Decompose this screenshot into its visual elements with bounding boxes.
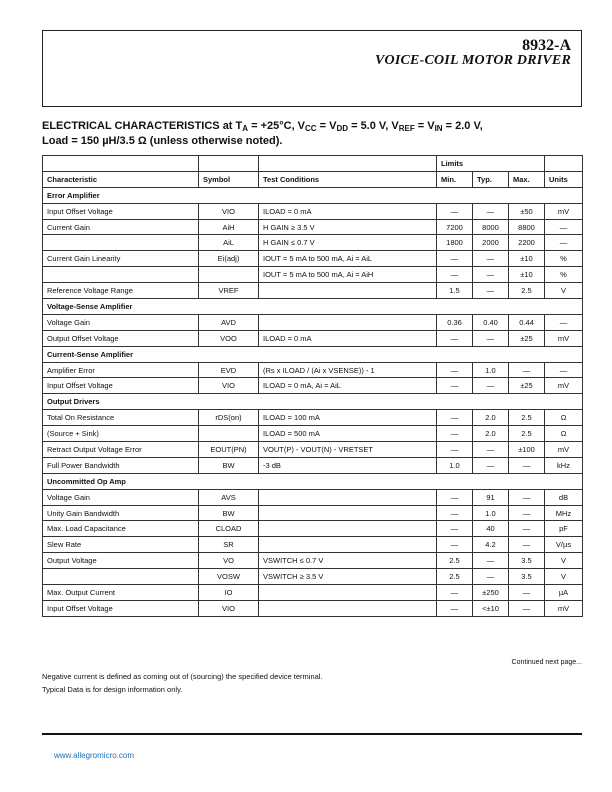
table-cell xyxy=(259,314,437,330)
table-cell: (Rs x ILOAD / (Ai x VSENSE)) - 1 xyxy=(259,362,437,378)
note-line: Negative current is defined as coming out of (sourcing) the specified device terminal. xyxy=(42,672,323,681)
table-row xyxy=(43,235,583,251)
table-row xyxy=(43,442,583,458)
table-cell: — xyxy=(437,537,473,553)
table-cell: 2.5 xyxy=(437,553,473,569)
table-cell: ILOAD = 0 mA, Ai = AiL xyxy=(259,378,437,394)
table-cell: Unity Gain Bandwidth xyxy=(43,505,199,521)
table-row xyxy=(43,378,583,394)
table-row xyxy=(43,585,583,601)
table-cell: 0.40 xyxy=(473,314,509,330)
table-row xyxy=(43,537,583,553)
table-cell: Input Offset Voltage xyxy=(43,600,199,616)
table-cell: AiH xyxy=(199,219,259,235)
group-row xyxy=(43,187,583,203)
table-cell: — xyxy=(473,251,509,267)
table-cell: ±250 xyxy=(473,585,509,601)
table-row xyxy=(43,505,583,521)
table-row xyxy=(43,330,583,346)
group-title: Uncommitted Op Amp xyxy=(43,473,583,489)
table-cell: 2.0 xyxy=(473,426,509,442)
table-cell: pF xyxy=(545,521,583,537)
table-row xyxy=(43,362,583,378)
table-cell: Output Offset Voltage xyxy=(43,330,199,346)
table-cell: V/µs xyxy=(545,537,583,553)
table-cell: IOUT = 5 mA to 500 mA, Ai = AiL xyxy=(259,251,437,267)
note-line: Typical Data is for design information only. xyxy=(42,685,183,694)
table-cell: V xyxy=(545,569,583,585)
table-cell: Reference Voltage Range xyxy=(43,283,199,299)
table-cell: 1.0 xyxy=(473,505,509,521)
electrical-characteristics-table xyxy=(42,155,583,617)
table-cell: Ω xyxy=(545,426,583,442)
table-cell: — xyxy=(545,362,583,378)
table-row xyxy=(43,219,583,235)
table-cell: — xyxy=(509,457,545,473)
table-cell: Total On Resistance xyxy=(43,410,199,426)
column-header: Typ. xyxy=(473,171,509,187)
table-cell: <±10 xyxy=(473,600,509,616)
table-cell xyxy=(259,283,437,299)
table-cell: — xyxy=(437,585,473,601)
group-row xyxy=(43,473,583,489)
table-cell: % xyxy=(545,251,583,267)
table-cell: Output Voltage xyxy=(43,553,199,569)
table-cell: — xyxy=(473,283,509,299)
table-body xyxy=(43,187,583,616)
table-cell: — xyxy=(545,219,583,235)
table-cell: H GAIN ≥ 3.5 V xyxy=(259,219,437,235)
group-title: Voltage-Sense Amplifier xyxy=(43,299,583,315)
table-cell: mV xyxy=(545,203,583,219)
notes xyxy=(42,670,323,696)
table-cell: 4.2 xyxy=(473,537,509,553)
table-cell: mV xyxy=(545,442,583,458)
table-cell: — xyxy=(437,203,473,219)
table-cell: rDS(on) xyxy=(199,410,259,426)
table-cell: 2.5 xyxy=(509,410,545,426)
table-cell: Input Offset Voltage xyxy=(43,203,199,219)
table-cell xyxy=(43,267,199,283)
table-cell: — xyxy=(473,203,509,219)
table-cell: Max. Output Current xyxy=(43,585,199,601)
table-cell: 7200 xyxy=(437,219,473,235)
table-cell: — xyxy=(437,362,473,378)
table-cell: 2000 xyxy=(473,235,509,251)
table-cell: AVS xyxy=(199,489,259,505)
table-cell: — xyxy=(473,553,509,569)
table-cell: AiL xyxy=(199,235,259,251)
table-cell: ±25 xyxy=(509,330,545,346)
table-cell: V xyxy=(545,283,583,299)
group-title: Current-Sense Amplifier xyxy=(43,346,583,362)
table-cell: % xyxy=(545,267,583,283)
table-cell: ±10 xyxy=(509,267,545,283)
table-cell: 1800 xyxy=(437,235,473,251)
table-row xyxy=(43,521,583,537)
table-cell: VREF xyxy=(199,283,259,299)
table-cell: — xyxy=(473,442,509,458)
table-cell: kHz xyxy=(545,457,583,473)
table-cell xyxy=(43,235,199,251)
table-cell: AVD xyxy=(199,314,259,330)
table-cell xyxy=(259,521,437,537)
column-header: Symbol xyxy=(199,171,259,187)
table-row xyxy=(43,251,583,267)
table-cell: — xyxy=(437,251,473,267)
table-cell: — xyxy=(545,235,583,251)
table-cell: ±100 xyxy=(509,442,545,458)
table-row xyxy=(43,600,583,616)
table-cell: Ei(adj) xyxy=(199,251,259,267)
section-heading xyxy=(42,120,582,148)
table-cell: — xyxy=(437,426,473,442)
table-cell: — xyxy=(437,521,473,537)
table-cell xyxy=(259,585,437,601)
table-cell: ILOAD = 500 mA xyxy=(259,426,437,442)
table-cell: 1.0 xyxy=(437,457,473,473)
table-cell: ±50 xyxy=(509,203,545,219)
group-title: Output Drivers xyxy=(43,394,583,410)
column-header: Max. xyxy=(509,171,545,187)
table-cell: 40 xyxy=(473,521,509,537)
table-cell: 0.44 xyxy=(509,314,545,330)
table-cell xyxy=(259,600,437,616)
table-cell xyxy=(259,505,437,521)
table-cell: Retract Output Voltage Error xyxy=(43,442,199,458)
part-number: 8932-A xyxy=(522,37,571,54)
table-cell xyxy=(199,426,259,442)
table-cell: — xyxy=(473,378,509,394)
table-cell: dB xyxy=(545,489,583,505)
table-cell: — xyxy=(509,600,545,616)
table-cell: Ω xyxy=(545,410,583,426)
table-cell: mV xyxy=(545,600,583,616)
table-cell: — xyxy=(509,505,545,521)
table-cell: 3.5 xyxy=(509,553,545,569)
table-cell xyxy=(259,537,437,553)
table-cell: ILOAD = 0 mA xyxy=(259,330,437,346)
table-cell: Amplifier Error xyxy=(43,362,199,378)
table-cell: — xyxy=(437,442,473,458)
table-cell: VIO xyxy=(199,378,259,394)
column-header: Characteristic xyxy=(43,171,199,187)
table-cell xyxy=(259,489,437,505)
table-cell: — xyxy=(437,505,473,521)
table-cell: — xyxy=(473,330,509,346)
table-cell: 0.36 xyxy=(437,314,473,330)
table-cell: 2.5 xyxy=(509,283,545,299)
table-cell xyxy=(43,569,199,585)
table-cell: SR xyxy=(199,537,259,553)
table-cell: 2200 xyxy=(509,235,545,251)
table-cell: mV xyxy=(545,378,583,394)
table-cell: — xyxy=(509,585,545,601)
table-row xyxy=(43,314,583,330)
table-cell: V xyxy=(545,553,583,569)
section-heading-line1: ELECTRICAL CHARACTERISTICS at $T_A = +25^\circ C$, $V_{CC} = V_{DD} = 5.0$ V, $V_{REF} = V_{IN} = 2.0$ V, xyxy=(42,120,483,133)
table-cell: Full Power Bandwidth xyxy=(43,457,199,473)
table-cell: — xyxy=(473,457,509,473)
column-header: Units xyxy=(545,171,583,187)
group-row xyxy=(43,394,583,410)
limits-label: Limits xyxy=(437,156,545,172)
table-cell: CLOAD xyxy=(199,521,259,537)
table-cell: — xyxy=(437,378,473,394)
table-cell: — xyxy=(437,410,473,426)
table-row xyxy=(43,410,583,426)
table-cell: -3 dB xyxy=(259,457,437,473)
table-cell: — xyxy=(473,569,509,585)
table-cell: Current Gain xyxy=(43,219,199,235)
table-cell: — xyxy=(473,267,509,283)
table-cell: 2.0 xyxy=(473,410,509,426)
table-cell: — xyxy=(437,267,473,283)
table-cell: Input Offset Voltage xyxy=(43,378,199,394)
group-title: Error Amplifier xyxy=(43,187,583,203)
table-cell: Voltage Gain xyxy=(43,314,199,330)
header-box xyxy=(42,30,582,107)
column-header: Min. xyxy=(437,171,473,187)
footer-url-link[interactable]: www.allegromicro.com xyxy=(54,751,135,760)
table-cell: ±10 xyxy=(509,251,545,267)
table-cell: BW xyxy=(199,457,259,473)
table-cell: — xyxy=(437,600,473,616)
table-cell: (Source + Sink) xyxy=(43,426,199,442)
table-cell: Voltage Gain xyxy=(43,489,199,505)
table-cell: VSWITCH ≥ 3.5 V xyxy=(259,569,437,585)
table-cell: 2.5 xyxy=(509,426,545,442)
table-row xyxy=(43,553,583,569)
table-cell: VIO xyxy=(199,600,259,616)
table-cell: EOUT(PN) xyxy=(199,442,259,458)
table-cell: 1.5 xyxy=(437,283,473,299)
table-cell: — xyxy=(509,521,545,537)
table-cell: VIO xyxy=(199,203,259,219)
table-cell: VOUT(P) - VOUT(N) - VRETSET xyxy=(259,442,437,458)
table-cell: VSWITCH ≤ 0.7 V xyxy=(259,553,437,569)
table-cell: Max. Load Capacitance xyxy=(43,521,199,537)
continued-note: Continued next page... xyxy=(511,659,582,666)
table-row xyxy=(43,457,583,473)
table-cell: 8800 xyxy=(509,219,545,235)
table-cell: EVD xyxy=(199,362,259,378)
table-cell: ±25 xyxy=(509,378,545,394)
limits-header-row xyxy=(43,156,583,172)
table-cell: H GAIN ≤ 0.7 V xyxy=(259,235,437,251)
document-title: VOICE-COIL MOTOR DRIVER xyxy=(375,53,571,68)
table-cell: — xyxy=(509,537,545,553)
table-cell: — xyxy=(509,489,545,505)
table-cell: Slew Rate xyxy=(43,537,199,553)
footer-rule xyxy=(42,733,582,735)
table-cell: 2.5 xyxy=(437,569,473,585)
table-row xyxy=(43,426,583,442)
table-cell: MHz xyxy=(545,505,583,521)
column-header: Test Conditions xyxy=(259,171,437,187)
table-cell: — xyxy=(545,314,583,330)
table-cell: BW xyxy=(199,505,259,521)
group-row xyxy=(43,299,583,315)
table-cell: — xyxy=(437,489,473,505)
table-cell: IO xyxy=(199,585,259,601)
table-cell: mV xyxy=(545,330,583,346)
table-row xyxy=(43,203,583,219)
table-cell: VOSW xyxy=(199,569,259,585)
table-cell: 3.5 xyxy=(509,569,545,585)
table-cell: 1.0 xyxy=(473,362,509,378)
column-header-row xyxy=(43,171,583,187)
table-cell xyxy=(199,267,259,283)
table-cell: ILOAD = 0 mA xyxy=(259,203,437,219)
table-cell: ILOAD = 100 mA xyxy=(259,410,437,426)
table-cell: VO xyxy=(199,553,259,569)
table-row xyxy=(43,283,583,299)
table-cell: — xyxy=(509,362,545,378)
table-row xyxy=(43,569,583,585)
table-cell: 8000 xyxy=(473,219,509,235)
table-row xyxy=(43,489,583,505)
section-heading-line2: Load = 150 µH/3.5 Ω (unless otherwise noted). xyxy=(42,135,283,147)
table-cell: IOUT = 5 mA to 500 mA, Ai = AiH xyxy=(259,267,437,283)
group-row xyxy=(43,346,583,362)
table-cell: — xyxy=(437,330,473,346)
table-row xyxy=(43,267,583,283)
table-cell: VOO xyxy=(199,330,259,346)
table-cell: Current Gain Linearity xyxy=(43,251,199,267)
table-cell: µA xyxy=(545,585,583,601)
table-cell: 91 xyxy=(473,489,509,505)
